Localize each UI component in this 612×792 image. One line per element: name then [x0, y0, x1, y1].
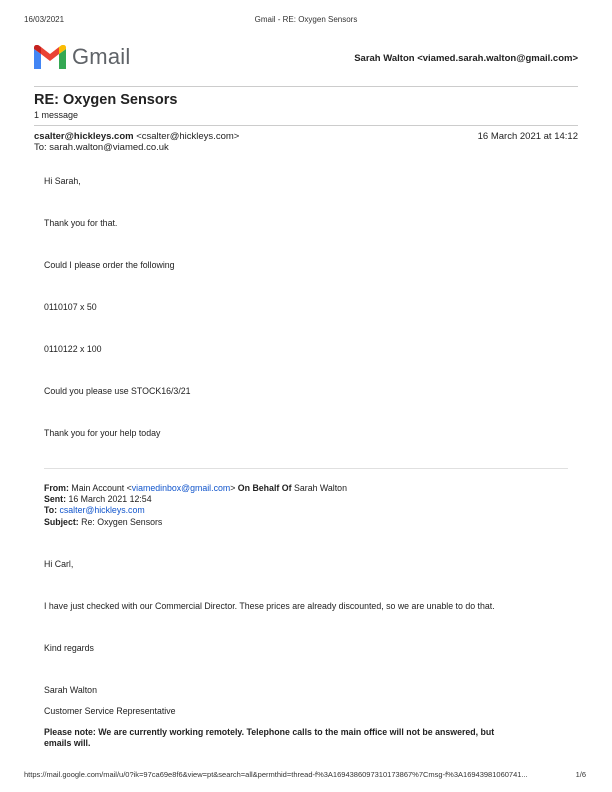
behalf-name: Sarah Walton — [294, 483, 347, 493]
to-email-link[interactable]: csalter@hickleys.com — [59, 505, 145, 515]
sender-email: csalter@hickleys.com — [34, 131, 134, 142]
quoted-from — [44, 483, 347, 493]
quoted-line: Customer Service Representative — [44, 706, 176, 716]
body-line: Could I please order the following — [44, 260, 175, 270]
sent-value: 16 March 2021 12:54 — [68, 494, 152, 504]
quoted-line: I have just checked with our Commercial Director. These prices are already discounted, so we are unable to do that. — [44, 601, 495, 611]
divider — [34, 86, 578, 87]
thread-subject: RE: Oxygen Sensors — [34, 92, 178, 108]
from-name: Main Account < — [71, 483, 132, 493]
print-date: 16/03/2021 — [24, 15, 65, 24]
print-title: Gmail - RE: Oxygen Sensors — [254, 15, 358, 24]
sent-label: Sent: — [44, 494, 66, 504]
quoted-line: Sarah Walton — [44, 685, 97, 695]
gmail-logo — [34, 44, 131, 72]
page-number: 1/6 — [575, 770, 586, 779]
from-close: > — [230, 483, 236, 493]
quote-divider — [44, 468, 568, 469]
quoted-subject — [44, 517, 162, 527]
subject-value: Re: Oxygen Sensors — [81, 517, 163, 527]
remote-notice: Please note: We are currently working remotely. Telephone calls to the main office will not be answered, but — [44, 727, 495, 737]
body-line: Could you please use STOCK16/3/21 — [44, 386, 191, 396]
recipient-line: To: sarah.walton@viamed.co.uk — [34, 142, 169, 153]
gmail-wordmark: Gmail — [72, 44, 131, 69]
body-line: 0110122 x 100 — [44, 344, 102, 354]
body-line: Hi Sarah, — [44, 176, 81, 186]
account-name: Sarah Walton <viamed.sarah.walton@gmail.com> — [354, 53, 578, 64]
from-label: From: — [44, 483, 69, 493]
gmail-m-icon — [34, 45, 66, 69]
sender-address: <csalter@hickleys.com> — [136, 131, 240, 142]
quoted-sent — [44, 494, 152, 504]
message-date: 16 March 2021 at 14:12 — [477, 131, 578, 142]
body-line: Thank you for that. — [44, 218, 118, 228]
subject-label: Subject: — [44, 517, 79, 527]
body-line: 0110107 x 50 — [44, 302, 97, 312]
message-count: 1 message — [34, 110, 79, 120]
sender — [34, 131, 239, 142]
quoted-line: Kind regards — [44, 643, 94, 653]
quoted-line: Hi Carl, — [44, 559, 74, 569]
print-url: https://mail.google.com/mail/u/0?ik=97ca69e8f6&view=pt&search=all&permthid=thread-f%3A1694386097310173867%7Cmsg-f%3A16943981060741... — [24, 770, 528, 779]
behalf-label: On Behalf Of — [237, 483, 292, 493]
divider — [34, 125, 578, 126]
remote-notice: emails will. — [44, 738, 91, 748]
to-label: To: — [44, 505, 58, 515]
body-line: Thank you for your help today — [44, 428, 161, 438]
from-email-link[interactable]: viamedinbox@gmail.com — [131, 483, 231, 493]
quoted-to — [44, 505, 145, 515]
